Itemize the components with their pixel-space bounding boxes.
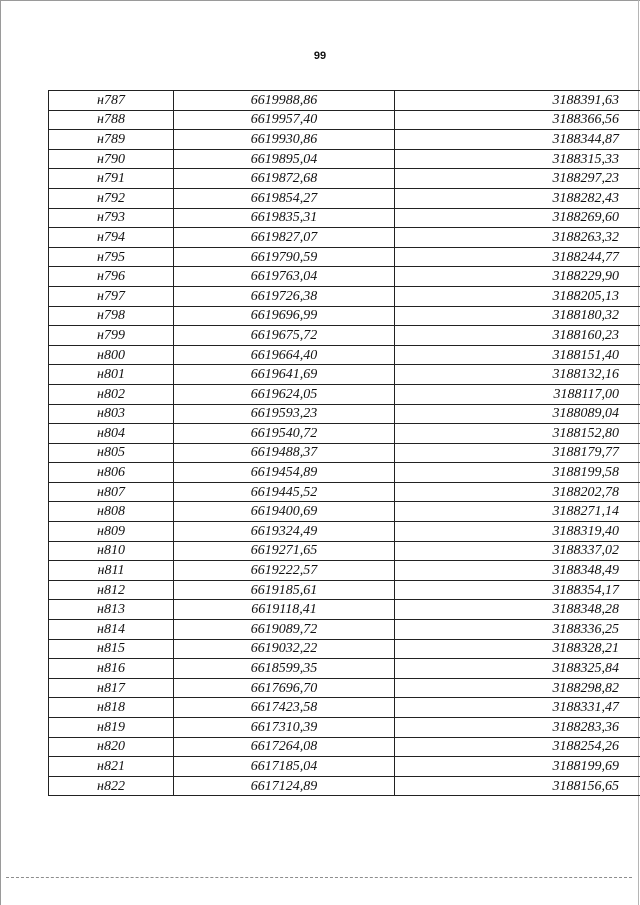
table-row [49, 326, 640, 346]
x-coordinate-cell: 6619185,61 [174, 580, 395, 600]
x-coordinate-cell: 6619118,41 [174, 600, 395, 620]
y-coordinate-cell: 3188199,69 [395, 757, 640, 777]
page-edge-left [0, 0, 1, 905]
y-coordinate-cell: 3188315,33 [395, 149, 640, 169]
y-coordinate-cell: 3188297,23 [395, 169, 640, 189]
x-coordinate-cell: 6619222,57 [174, 561, 395, 581]
y-coordinate-cell: 3188205,13 [395, 286, 640, 306]
point-name-cell: н787 [49, 91, 174, 111]
x-coordinate-cell: 6619624,05 [174, 384, 395, 404]
y-coordinate-cell: 3188199,58 [395, 463, 640, 483]
x-coordinate-cell: 6619835,31 [174, 208, 395, 228]
y-coordinate-cell: 3188117,00 [395, 384, 640, 404]
y-coordinate-cell: 3188344,87 [395, 130, 640, 150]
x-coordinate-cell: 6619957,40 [174, 110, 395, 130]
x-coordinate-cell: 6617310,39 [174, 718, 395, 738]
point-name-cell: н801 [49, 365, 174, 385]
x-coordinate-cell: 6617124,89 [174, 776, 395, 796]
point-name-cell: н799 [49, 326, 174, 346]
point-name-cell: н819 [49, 718, 174, 738]
point-name-cell: н806 [49, 463, 174, 483]
point-name-cell: н813 [49, 600, 174, 620]
x-coordinate-cell: 6619324,49 [174, 522, 395, 542]
table-row [49, 267, 640, 287]
point-name-cell: н807 [49, 482, 174, 502]
x-coordinate-cell: 6619930,86 [174, 130, 395, 150]
coordinates-table [48, 90, 640, 796]
table-row [49, 286, 640, 306]
point-name-cell: н809 [49, 522, 174, 542]
point-name-cell: н798 [49, 306, 174, 326]
y-coordinate-cell: 3188366,56 [395, 110, 640, 130]
point-name-cell: н817 [49, 678, 174, 698]
table-row [49, 384, 640, 404]
table-row [49, 208, 640, 228]
x-coordinate-cell: 6619593,23 [174, 404, 395, 424]
point-name-cell: н803 [49, 404, 174, 424]
x-coordinate-cell: 6619988,86 [174, 91, 395, 111]
y-coordinate-cell: 3188263,32 [395, 228, 640, 248]
table-row [49, 502, 640, 522]
point-name-cell: н789 [49, 130, 174, 150]
x-coordinate-cell: 6619763,04 [174, 267, 395, 287]
y-coordinate-cell: 3188132,16 [395, 365, 640, 385]
y-coordinate-cell: 3188254,26 [395, 737, 640, 757]
x-coordinate-cell: 6619790,59 [174, 247, 395, 267]
y-coordinate-cell: 3188328,21 [395, 639, 640, 659]
y-coordinate-cell: 3188325,84 [395, 659, 640, 679]
y-coordinate-cell: 3188348,49 [395, 561, 640, 581]
x-coordinate-cell: 6617185,04 [174, 757, 395, 777]
x-coordinate-cell: 6619400,69 [174, 502, 395, 522]
y-coordinate-cell: 3188283,36 [395, 718, 640, 738]
x-coordinate-cell: 6619540,72 [174, 424, 395, 444]
x-coordinate-cell: 6619696,99 [174, 306, 395, 326]
table-row [49, 365, 640, 385]
x-coordinate-cell: 6619827,07 [174, 228, 395, 248]
x-coordinate-cell: 6617696,70 [174, 678, 395, 698]
point-name-cell: н810 [49, 541, 174, 561]
table-row [49, 639, 640, 659]
table-row [49, 522, 640, 542]
x-coordinate-cell: 6619854,27 [174, 188, 395, 208]
point-name-cell: н818 [49, 698, 174, 718]
table-row [49, 110, 640, 130]
table-row [49, 404, 640, 424]
page-edge-top [0, 0, 640, 1]
x-coordinate-cell: 6617264,08 [174, 737, 395, 757]
y-coordinate-cell: 3188160,23 [395, 326, 640, 346]
point-name-cell: н815 [49, 639, 174, 659]
y-coordinate-cell: 3188244,77 [395, 247, 640, 267]
y-coordinate-cell: 3188229,90 [395, 267, 640, 287]
table-row [49, 678, 640, 698]
point-name-cell: н808 [49, 502, 174, 522]
point-name-cell: н804 [49, 424, 174, 444]
x-coordinate-cell: 6617423,58 [174, 698, 395, 718]
x-coordinate-cell: 6619664,40 [174, 345, 395, 365]
point-name-cell: н805 [49, 443, 174, 463]
table-row [49, 776, 640, 796]
point-name-cell: н790 [49, 149, 174, 169]
point-name-cell: н814 [49, 620, 174, 640]
point-name-cell: н820 [49, 737, 174, 757]
y-coordinate-cell: 3188089,04 [395, 404, 640, 424]
y-coordinate-cell: 3188319,40 [395, 522, 640, 542]
table-row [49, 228, 640, 248]
point-name-cell: н800 [49, 345, 174, 365]
table-row [49, 91, 640, 111]
point-name-cell: н811 [49, 561, 174, 581]
scan-artifact-line [6, 877, 632, 878]
y-coordinate-cell: 3188337,02 [395, 541, 640, 561]
page-number: 99 [313, 50, 327, 62]
point-name-cell: н796 [49, 267, 174, 287]
table-row [49, 561, 640, 581]
point-name-cell: н812 [49, 580, 174, 600]
table-row [49, 698, 640, 718]
x-coordinate-cell: 6619641,69 [174, 365, 395, 385]
x-coordinate-cell: 6619445,52 [174, 482, 395, 502]
y-coordinate-cell: 3188391,63 [395, 91, 640, 111]
x-coordinate-cell: 6618599,35 [174, 659, 395, 679]
y-coordinate-cell: 3188331,47 [395, 698, 640, 718]
table-row [49, 659, 640, 679]
y-coordinate-cell: 3188298,82 [395, 678, 640, 698]
x-coordinate-cell: 6619032,22 [174, 639, 395, 659]
y-coordinate-cell: 3188151,40 [395, 345, 640, 365]
table-row [49, 737, 640, 757]
x-coordinate-cell: 6619895,04 [174, 149, 395, 169]
x-coordinate-cell: 6619089,72 [174, 620, 395, 640]
point-name-cell: н797 [49, 286, 174, 306]
point-name-cell: н792 [49, 188, 174, 208]
table-row [49, 600, 640, 620]
table-row [49, 424, 640, 444]
table-row [49, 541, 640, 561]
table-row [49, 306, 640, 326]
x-coordinate-cell: 6619726,38 [174, 286, 395, 306]
table-row [49, 757, 640, 777]
table-row [49, 620, 640, 640]
table-row [49, 345, 640, 365]
point-name-cell: н822 [49, 776, 174, 796]
point-name-cell: н821 [49, 757, 174, 777]
point-name-cell: н816 [49, 659, 174, 679]
table-row [49, 580, 640, 600]
y-coordinate-cell: 3188336,25 [395, 620, 640, 640]
y-coordinate-cell: 3188202,78 [395, 482, 640, 502]
table-row [49, 149, 640, 169]
table-row [49, 188, 640, 208]
coordinates-table-body [49, 91, 640, 796]
table-row [49, 130, 640, 150]
y-coordinate-cell: 3188156,65 [395, 776, 640, 796]
y-coordinate-cell: 3188179,77 [395, 443, 640, 463]
point-name-cell: н795 [49, 247, 174, 267]
x-coordinate-cell: 6619271,65 [174, 541, 395, 561]
x-coordinate-cell: 6619488,37 [174, 443, 395, 463]
x-coordinate-cell: 6619675,72 [174, 326, 395, 346]
y-coordinate-cell: 3188269,60 [395, 208, 640, 228]
point-name-cell: н791 [49, 169, 174, 189]
table-row [49, 718, 640, 738]
y-coordinate-cell: 3188152,80 [395, 424, 640, 444]
x-coordinate-cell: 6619872,68 [174, 169, 395, 189]
table-row [49, 463, 640, 483]
table-row [49, 169, 640, 189]
y-coordinate-cell: 3188354,17 [395, 580, 640, 600]
table-row [49, 247, 640, 267]
point-name-cell: н802 [49, 384, 174, 404]
y-coordinate-cell: 3188180,32 [395, 306, 640, 326]
table-row [49, 482, 640, 502]
table-row [49, 443, 640, 463]
y-coordinate-cell: 3188271,14 [395, 502, 640, 522]
point-name-cell: н794 [49, 228, 174, 248]
y-coordinate-cell: 3188282,43 [395, 188, 640, 208]
point-name-cell: н788 [49, 110, 174, 130]
x-coordinate-cell: 6619454,89 [174, 463, 395, 483]
point-name-cell: н793 [49, 208, 174, 228]
y-coordinate-cell: 3188348,28 [395, 600, 640, 620]
